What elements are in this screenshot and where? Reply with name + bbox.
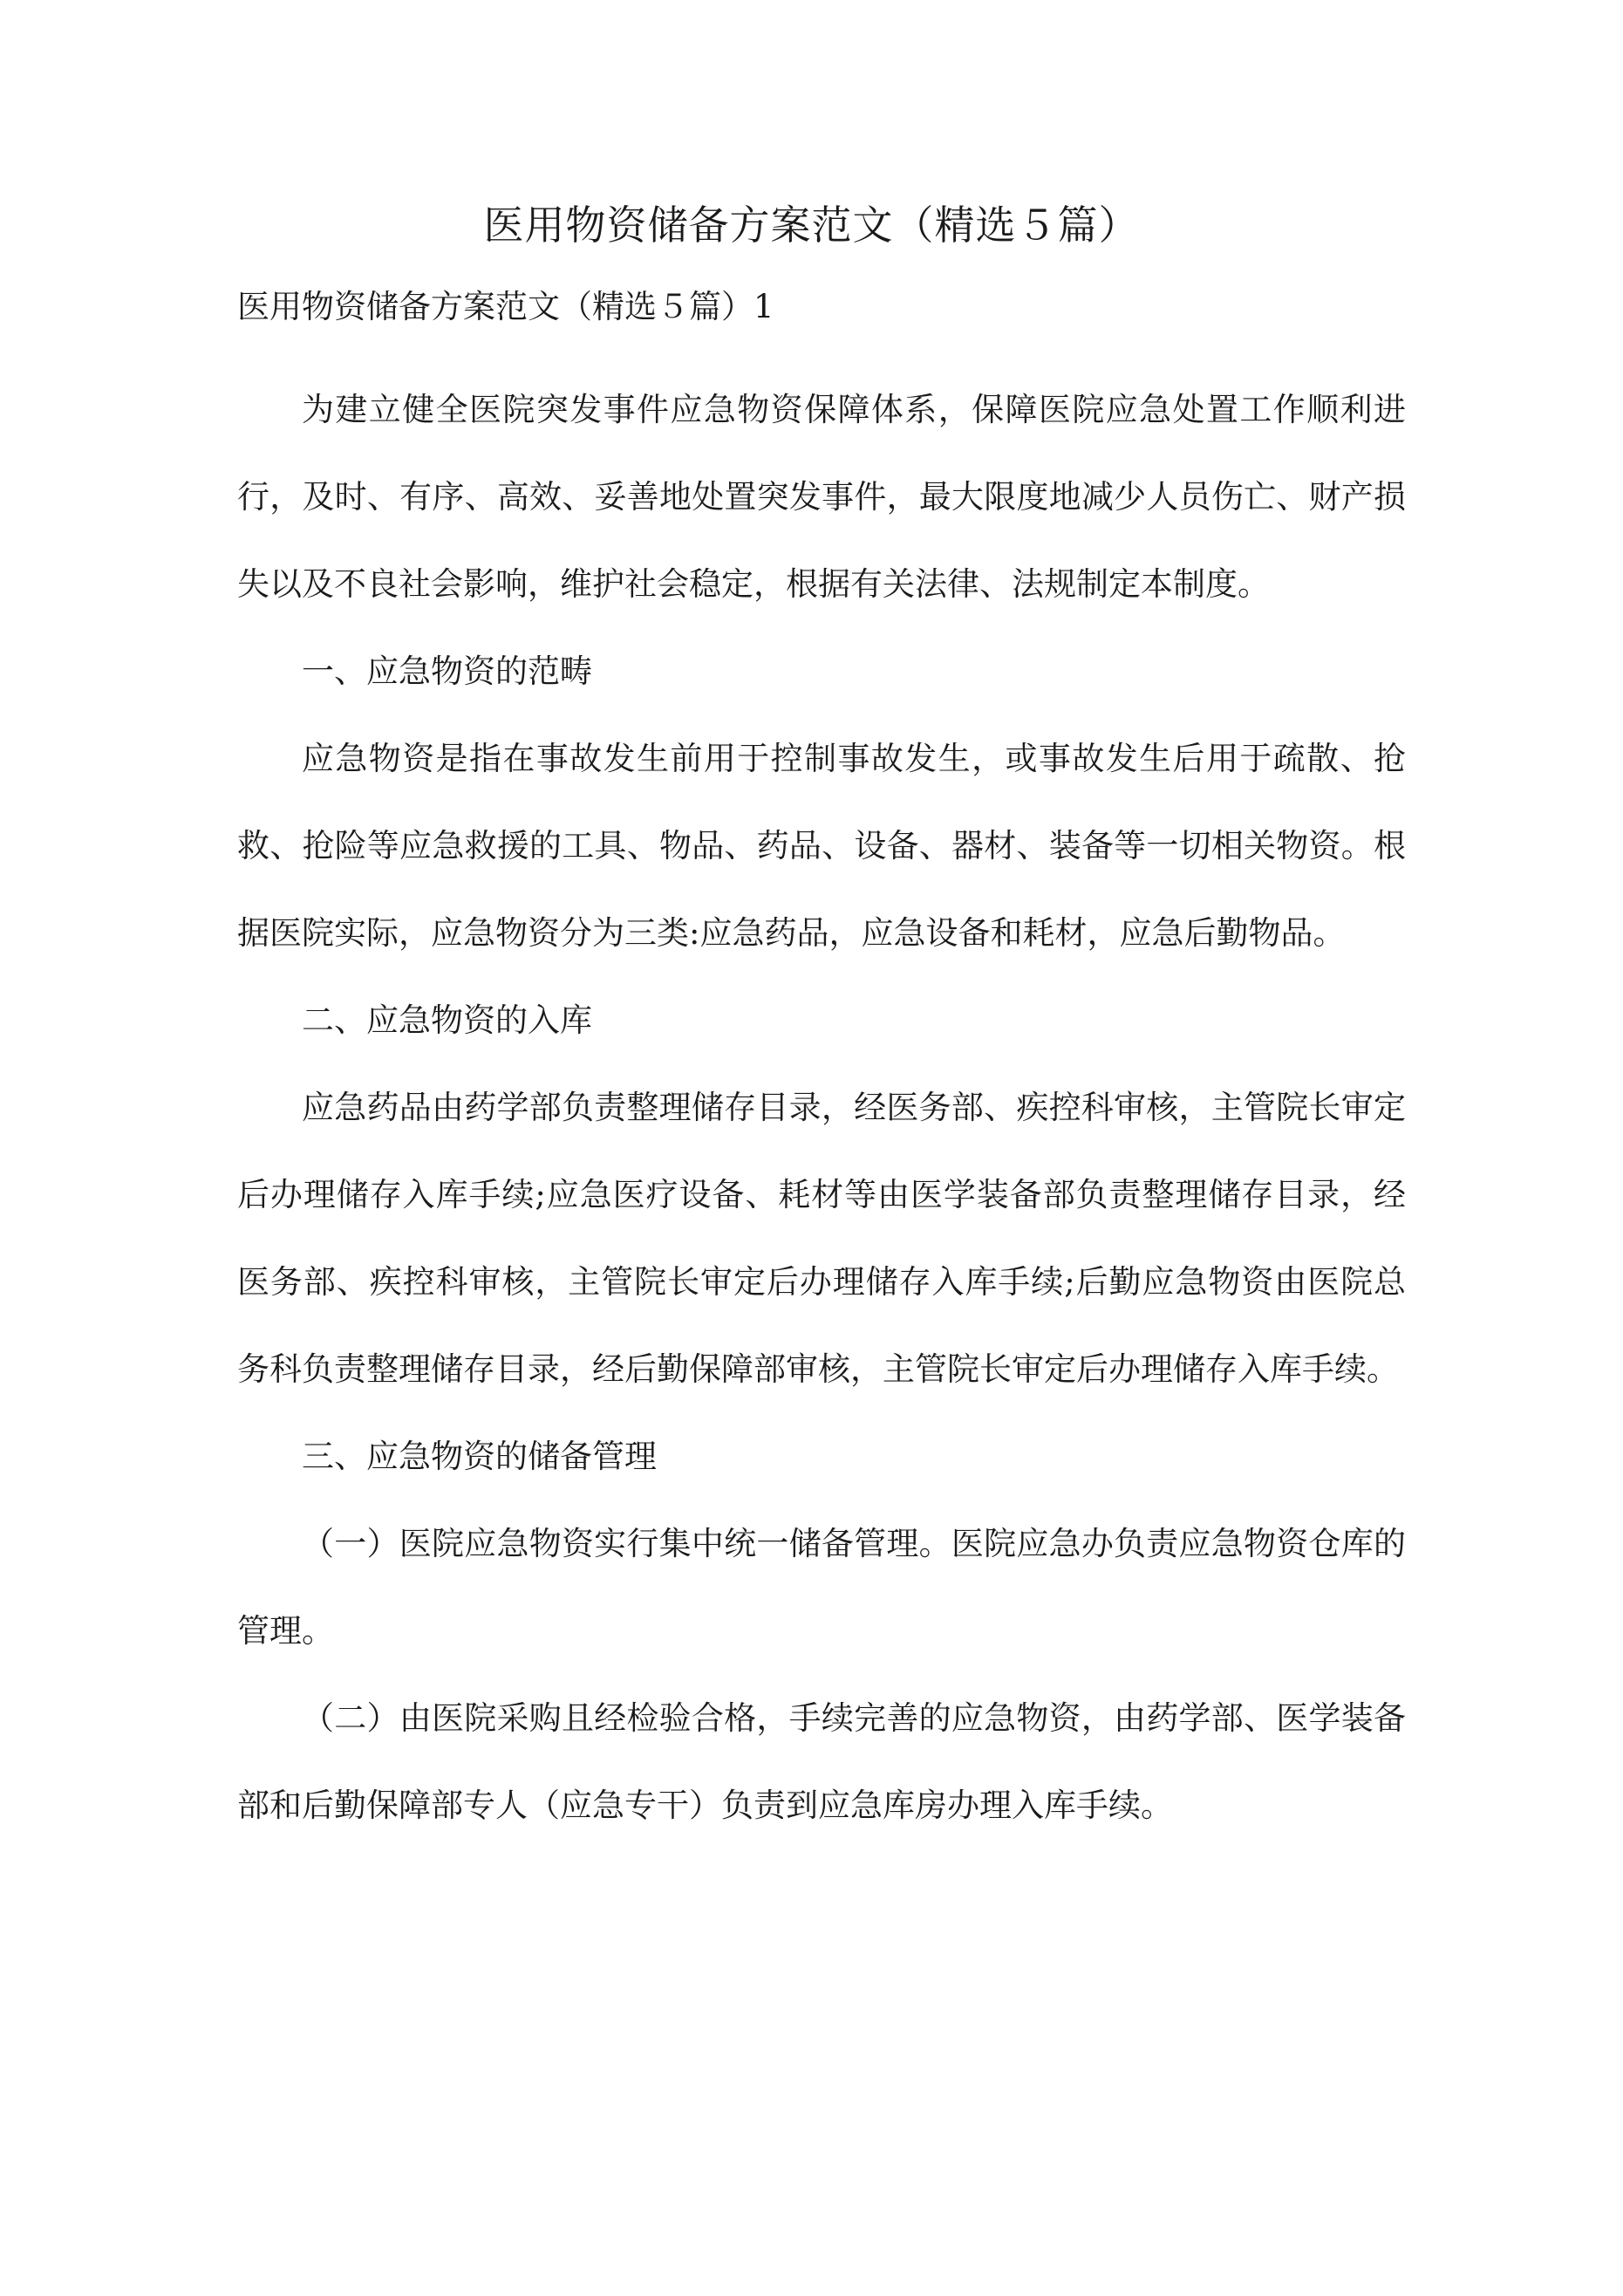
section-paragraph-2: 应急药品由药学部负责整理储存目录，经医务部、疾控科审核，主管院长审定后办理储存入库手续;应急医疗设备、耗材等由医学装备部负责整理储存目录，经医务部、疾控科审核，主管院长审定后办理储存入库手续;后勤应急物资由医院总务科负责整理储存目录，经后勤保障部审核，主管院长审定后办理储存入库手续。 xyxy=(237,1089,1406,1388)
document-subtitle: 医用物资储备方案范文（精选５篇）1 xyxy=(237,288,774,325)
section-heading-2: 二、应急物资的入库 xyxy=(302,1001,592,1039)
section-heading-3: 三、应急物资的储备管理 xyxy=(302,1438,657,1475)
section-paragraph-1: 应急物资是指在事故发生前用于控制事故发生，或事故发生后用于疏散、抢救、抢险等应急救援的工具、物品、药品、设备、器材、装备等一切相关物资。根据医院实际，应急物资分为三类:应急药品，应急设备和耗材，应急后勤物品。 xyxy=(237,740,1406,952)
section-heading-1: 一、应急物资的范畴 xyxy=(302,653,592,690)
document-body xyxy=(237,366,1406,1849)
list-item-1: （一）医院应急物资实行集中统一储备管理。医院应急办负责应急物资仓库的管理。 xyxy=(237,1525,1406,1650)
document-title: 医用物资储备方案范文（精选５篇） xyxy=(483,202,1140,249)
intro-paragraph: 为建立健全医院突发事件应急物资保障体系，保障医院应急处置工作顺利进行，及时、有序、高效、妥善地处置突发事件，最大限度地减少人员伤亡、财产损失以及不良社会影响，维护社会稳定，根据有关法律、法规制定本制度。 xyxy=(237,391,1406,603)
list-item-2: （二）由医院采购且经检验合格，手续完善的应急物资，由药学部、医学装备部和后勤保障部专人（应急专干）负责到应急库房办理入库手续。 xyxy=(237,1699,1406,1824)
